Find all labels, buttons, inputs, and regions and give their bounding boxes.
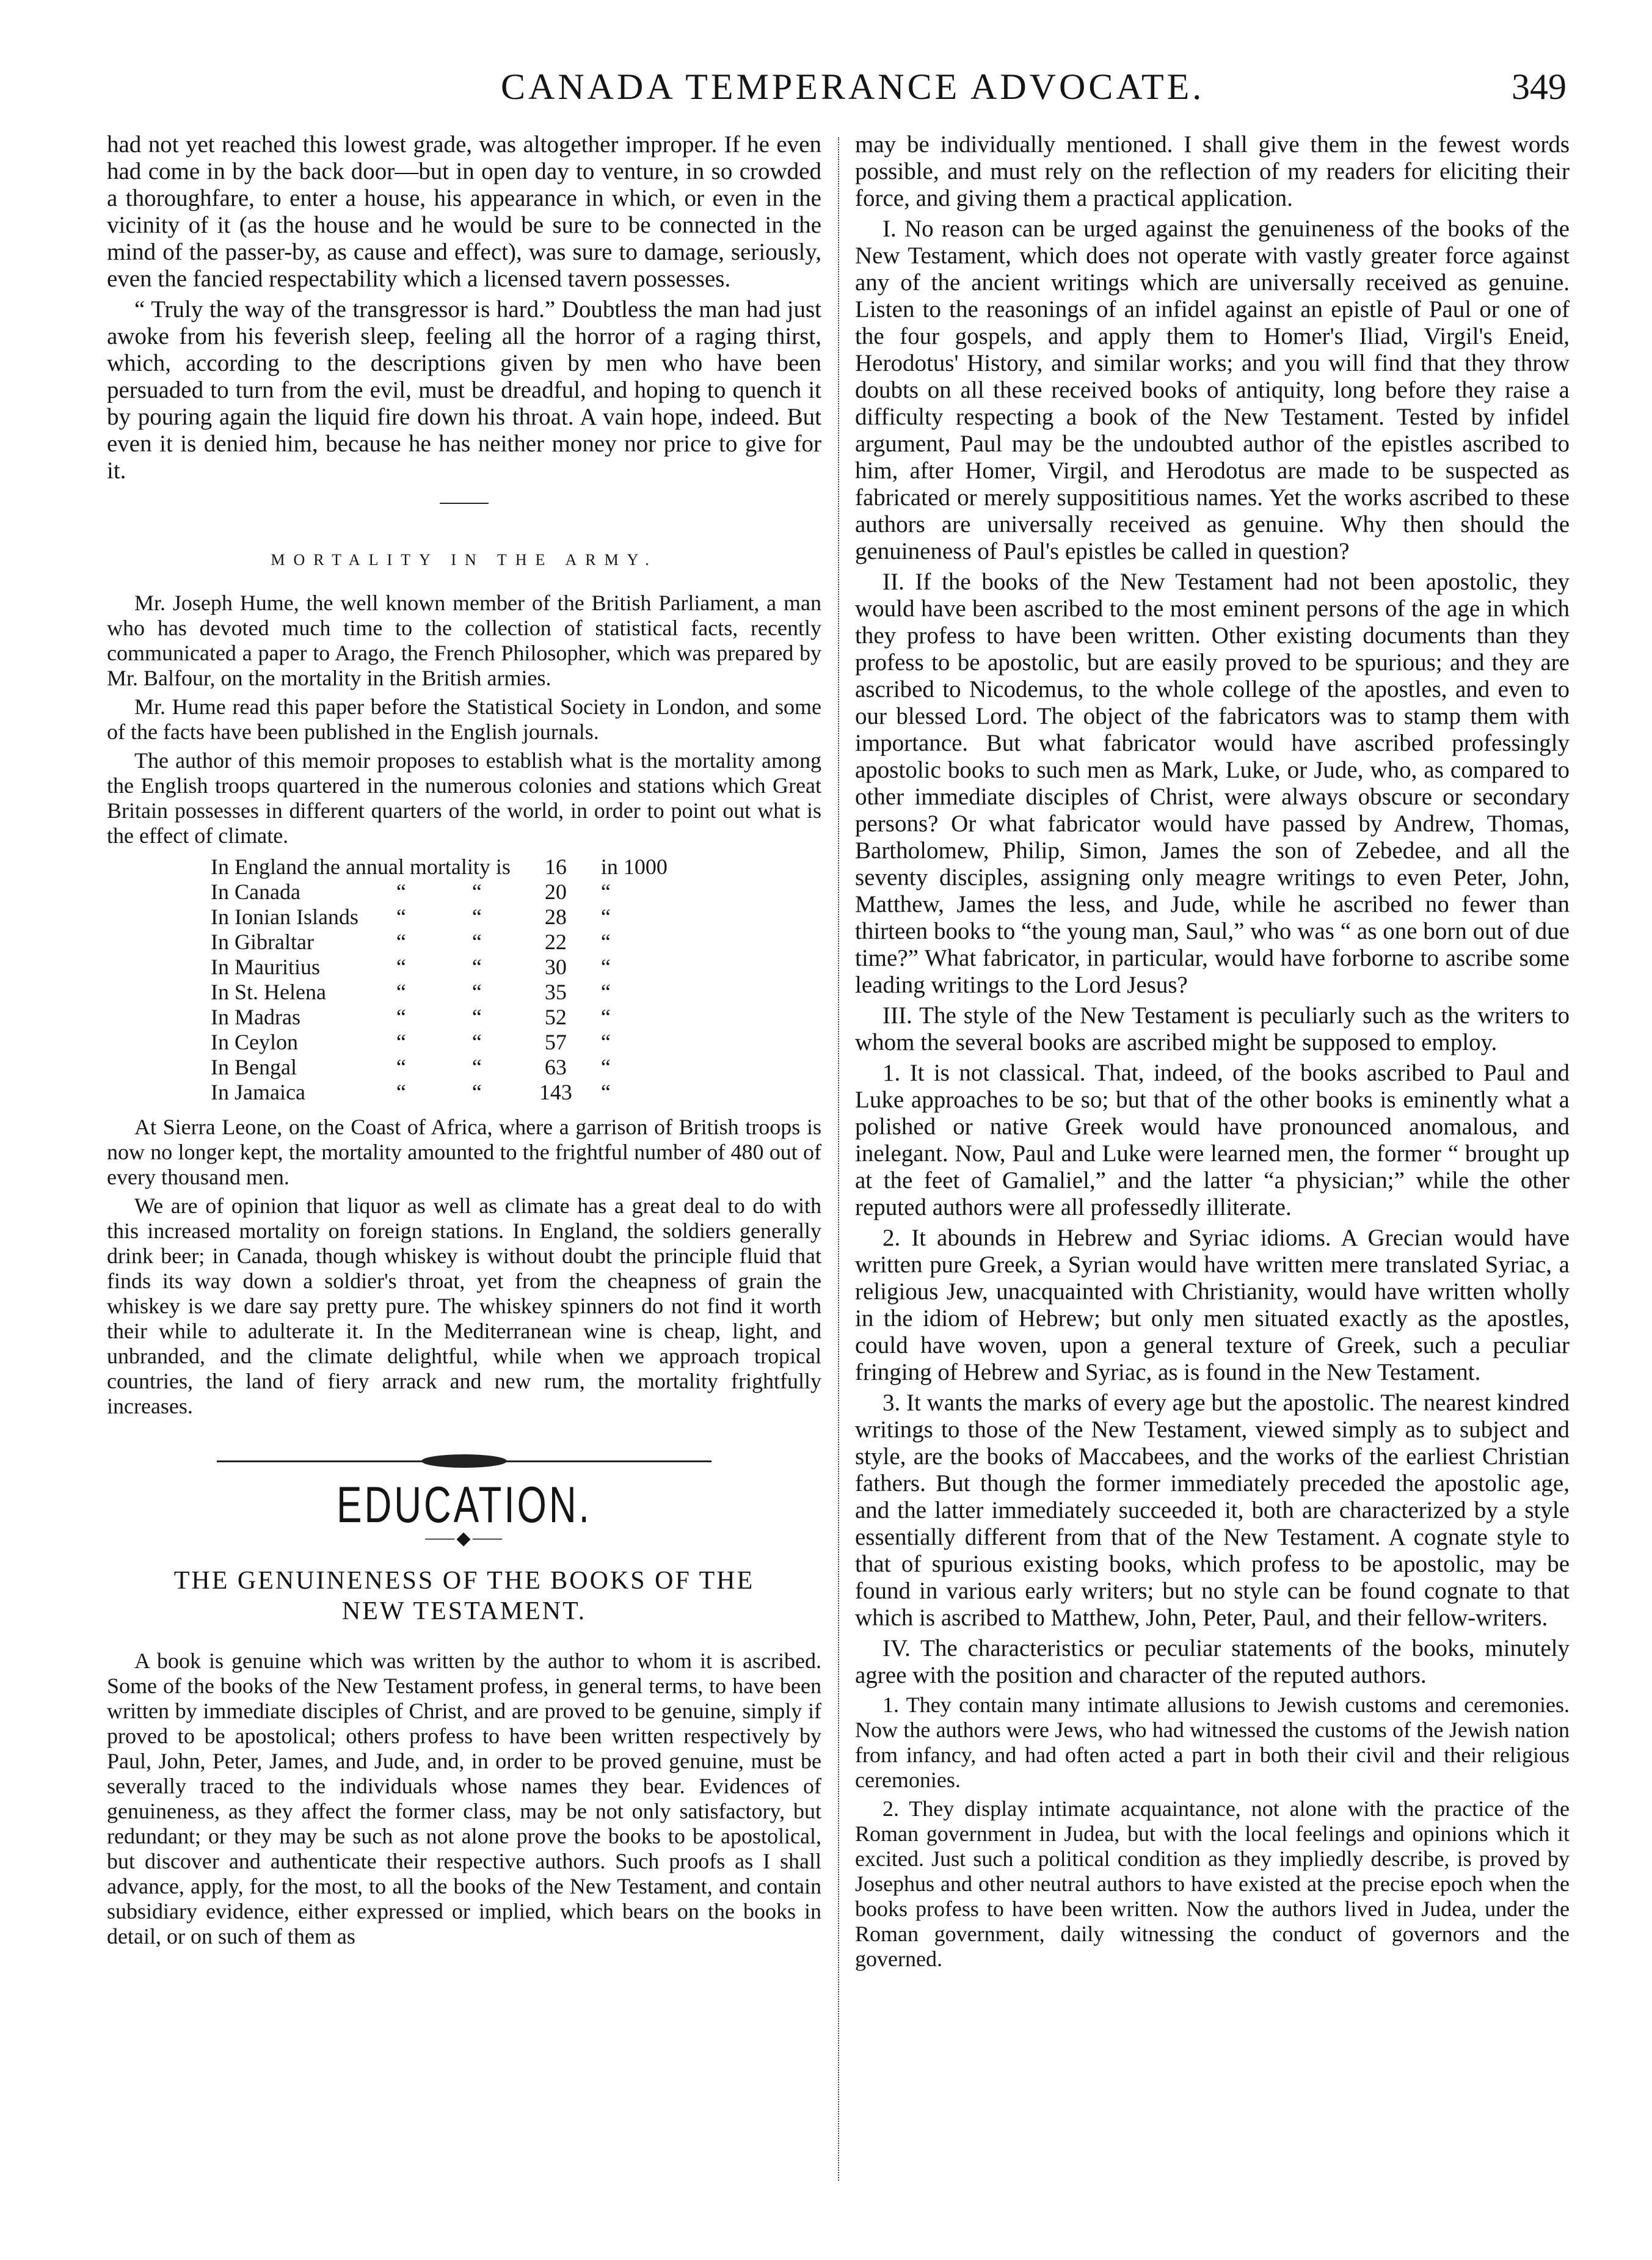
ornament-icon: ⸺◆⸺ <box>424 1528 504 1548</box>
table-cell-unit: “ <box>600 1030 611 1054</box>
table-row <box>211 855 676 880</box>
table-cell-ditto: “ <box>396 930 406 954</box>
table-row <box>211 880 676 905</box>
paragraph: At Sierra Leone, on the Coast of Africa, where a garrison of British troops is now no longer kept, the mortality amounted to the frightful number of 480 out of every thousand men. <box>107 1115 821 1189</box>
table-cell-unit: “ <box>600 1080 611 1104</box>
table-cell-ditto: “ <box>471 1030 482 1054</box>
table-row <box>211 1005 676 1030</box>
page-number: 349 <box>1512 67 1566 107</box>
table-cell-ditto: “ <box>471 905 482 929</box>
page-header <box>0 66 1652 115</box>
table-cell-value: 35 <box>544 980 567 1004</box>
table-cell-unit: “ <box>600 1005 611 1029</box>
table-cell-ditto: “ <box>471 880 482 904</box>
table-cell-place: In Bengal <box>211 1055 297 1079</box>
table-cell-ditto: “ <box>471 955 482 979</box>
paragraph: 3. It wants the marks of every age but the apostolic. The nearest kindred writings to those of the New Testament, viewed simply as to subject and style, are the books of Maccabees, and the works of the earliest Christian fathers. But though the former immediately preceded the apostolic age, and the latter immediately succeeded it, both are characterized by a style essentially different from that of the New Testament. A cognate style to that of spurious existing books, which profess to be apostolic, may be found in various early writers; but no style can be found cognate to that which is ascribed to Matthew, John, Peter, Paul, and their fellow-writers. <box>855 1390 1570 1631</box>
table-cell-unit: “ <box>600 1055 611 1079</box>
table-cell-unit: “ <box>600 955 611 979</box>
table-cell-ditto: “ <box>396 1055 406 1079</box>
table-cell-place: In England the annual mortality is <box>211 855 511 879</box>
table-cell-place: In Jamaica <box>211 1080 305 1104</box>
right-column <box>855 131 1570 1975</box>
paragraph: A book is genuine which was written by the author to whom it is ascribed. Some of the books of the New Testament profess, in general terms, to have been written by immediate disciples of Christ, and are proved to be genuine, simply if proved to be apostolical; others profess to have been written respectively by Paul, John, Peter, James, and Jude, and, in order to be proved genuine, must be severally traced to the individuals whose names they bear. Evidences of genuineness, as they affect the former class, may be not only satisfactory, but redundant; or they may be such as not alone prove the books to be apostolical, but discover and authenticate their respective authors. Such proofs as I shall advance, apply, for the most, to all the books of the New Testament, and contain subsidiary evidence, either expressed or implied, which bears on the books in detail, or on such of them as <box>107 1649 821 1948</box>
paragraph: had not yet reached this lowest grade, was altogether improper. If he even had come in by the back door—but in open day to venture, in so crowded a thoroughfare, to enter a house, his appearance in which, or even in the vicinity of it (as the house and he would be sure to be connected in the mind of the passer-by, as cause and effect), was sure to damage, seriously, even the fancied respectability which a licensed tavern possesses. <box>107 131 821 292</box>
table-cell-place: In Gibraltar <box>211 930 314 954</box>
table-row <box>211 930 676 955</box>
ornamental-divider <box>107 1449 821 1474</box>
table-cell-place: In Canada <box>211 880 300 904</box>
divider <box>440 503 489 504</box>
table-cell-ditto: “ <box>471 1080 482 1104</box>
table-cell-place: In St. Helena <box>211 980 326 1004</box>
table-cell-unit: “ <box>600 930 611 954</box>
paragraph: We are of opinion that liquor as well as climate has a great deal to do with this increased mortality on foreign stations. In England, the soldiers generally drink beer; in Canada, though whiskey is without doubt the principle fluid that finds its way down a soldier's throat, yet from the cheapness of grain the whiskey is we dare say pretty pure. The whiskey spinners do not find it worth their while to adulterate it. In the Mediterranean wine is cheap, light, and unbranded, and the climate delightful, while when we approach tropical countries, the land of fiery arrack and new rum, the mortality frightfully increases. <box>107 1194 821 1418</box>
table-cell-ditto: “ <box>471 1055 482 1079</box>
table-cell-ditto: “ <box>396 905 406 929</box>
table-cell-ditto: “ <box>396 980 406 1004</box>
paragraph: 2. They display intimate acquaintance, not alone with the practice of the Roman government in Judea, but with the local feelings and opinions which it excited. Just such a political condition as they impliedly describe, is proved by Josephus and other neutral authors to have existed at the precise epoch when the books profess to have been written. Now the authors lived in Judea, under the Roman government, daily witnessing the conduct of governors and the governed. <box>855 1796 1570 1971</box>
table-cell-ditto: “ <box>396 880 406 904</box>
left-column <box>107 131 821 1953</box>
table-cell-ditto: “ <box>396 1080 406 1104</box>
section-heading-mortality: MORTALITY IN THE ARMY. <box>271 551 658 569</box>
paragraph: IV. The characteristics or peculiar statements of the books, minutely agree with the position and character of the reputed authors. <box>855 1635 1570 1688</box>
table-cell-ditto: “ <box>471 980 482 1004</box>
table-cell-place: In Ceylon <box>211 1030 298 1054</box>
table-cell-value: 63 <box>544 1055 567 1079</box>
table-cell-unit: “ <box>600 880 611 904</box>
paragraph: II. If the books of the New Testament had not been apostolic, they would have been ascribed to the most eminent persons of the age in which they profess to have been written. Other existing documents than they profess to be apostolic, but are easily proved to be spurious; and they are ascribed to Nicodemus, to the whole college of the apostles, and even to our blessed Lord. The object of the fabricators was to stamp them with importance. But what fabricator would have ascribed professingly apostolic books to such men as Mark, Luke, or Jude, who, as compared to other immediate disciples of Christ, were always obscure or secondary persons? Or what fabricator would have passed by Andrew, Thomas, Bartholomew, Philip, Simon, James the son of Zebedee, and all the seventy disciples, assigning only meagre writings to even Peter, John, Matthew, James the less, and Jude, while he ascribed no fewer than thirteen books to “the young man, Saul,” who was “ as one born out of due time?” What fabricator, in particular, would have forborne to ascribe some leading writings to the Lord Jesus? <box>855 569 1570 998</box>
column-divider <box>838 137 839 2181</box>
table-cell-ditto: “ <box>471 930 482 954</box>
paragraph: “ Truly the way of the transgressor is hard.” Doubtless the man had just awoke from his feverish sleep, feeling all the horror of a raging thirst, which, according to the descriptions given by men who have been persuaded to turn from the evil, must be dreadful, and hoping to quench it by pouring again the liquid fire down his throat. A vain hope, indeed. But even it is denied him, because he has neither money nor price to give for it. <box>107 296 821 484</box>
table-cell-place: In Madras <box>211 1005 300 1029</box>
table-cell-unit: “ <box>600 905 611 929</box>
running-title: CANADA TEMPERANCE ADVOCATE. <box>501 67 1205 107</box>
paragraph: 2. It abounds in Hebrew and Syriac idioms. A Grecian would have written pure Greek, a Syrian would have written mere translated Syriac, a religious Jew, unacquainted with Christianity, would have written wholly in the idiom of Hebrew; but only men situated exactly as the apostles, could have woven, upon a general texture of Greek, such a peculiar fringing of Hebrew and Syriac, as is found in the New Testament. <box>855 1225 1570 1385</box>
paragraph: The author of this memoir proposes to establish what is the mortality among the English troops quartered in the numerous colonies and stations which Great Britain possesses in different quarters of the world, in order to point out what is the effect of climate. <box>107 748 821 848</box>
paragraph: III. The style of the New Testament is peculiarly such as the writers to whom the several books are ascribed might be supposed to employ. <box>855 1002 1570 1055</box>
table-cell-place: In Mauritius <box>211 955 320 979</box>
table-cell-ditto: “ <box>396 955 406 979</box>
paragraph: I. No reason can be urged against the genuineness of the books of the New Testament, which does not operate with vastly greater force against any of the ancient writings which are universally received as genuine. Listen to the reasonings of an infidel against an epistle of Paul or one of the four gospels, and apply them to Homer's Iliad, Virgil's Eneid, Herodotus' History, and similar works; and you will find that they throw doubts on all these received books of antiquity, long before they raise a difficulty respecting a book of the New Testament. Tested by infidel argument, Paul may be the undoubted author of the epistles ascribed to him, after Homer, Virgil, and Herodotus are made to be suspected as fabricated or merely supposititious names. Yet the works ascribed to these authors are universally received as genuine. Why then should the genuineness of Paul's epistles be called in question? <box>855 216 1570 564</box>
table-cell-value: 22 <box>544 930 567 954</box>
table-cell-value: 52 <box>544 1005 567 1029</box>
table-cell-ditto: “ <box>396 1030 406 1054</box>
table-cell-ditto: “ <box>396 1005 406 1029</box>
paragraph: Mr. Joseph Hume, the well known member of the British Parliament, a man who has devoted much time to the collection of statistical facts, recently communicated a paper to Arago, the French Philosopher, which was prepared by Mr. Balfour, on the mortality in the British armies. <box>107 591 821 690</box>
table-cell-value: 30 <box>544 955 567 979</box>
paragraph: may be individually mentioned. I shall give them in the fewest words possible, and must rely on the reflection of my readers for eliciting their force, and giving them a practical application. <box>855 131 1570 211</box>
table-cell-value: 16 <box>544 855 567 879</box>
table-cell-ditto: “ <box>471 1005 482 1029</box>
table-row <box>211 1055 676 1080</box>
paragraph: 1. It is not classical. That, indeed, of the books ascribed to Paul and Luke approaches to be so; but that of the other books is eminently what a polished or native Greek would have pronounced anomalous, and inelegant. Now, Paul and Luke were learned men, the former “ brought up at the feet of Gamaliel,” and the latter “a physician;” while the other reputed authors were all professedly illiterate. <box>855 1060 1570 1220</box>
table-cell-unit: “ <box>600 980 611 1004</box>
table-row <box>211 1080 676 1105</box>
table-cell-unit: in 1000 <box>600 855 668 879</box>
table-row <box>211 1030 676 1055</box>
table-cell-value: 28 <box>544 905 567 929</box>
mortality-table <box>211 855 676 1105</box>
table-row <box>211 955 676 980</box>
table-cell-place: In Ionian Islands <box>211 905 358 929</box>
table-row <box>211 980 676 1005</box>
paragraph: Mr. Hume read this paper before the Statistical Society in London, and some of the facts have been published in the English journals. <box>107 694 821 744</box>
ornament-icon <box>421 1454 507 1468</box>
table-cell-value: 20 <box>544 880 567 904</box>
article-title: THE GENUINENESS OF THE BOOKS OF THE NEW TESTAMENT. <box>173 1567 755 1625</box>
table-cell-value: 143 <box>539 1080 572 1104</box>
table-cell-value: 57 <box>544 1030 567 1054</box>
section-title-education: EDUCATION. <box>337 1476 592 1534</box>
paragraph: 1. They contain many intimate allusions to Jewish customs and ceremonies. Now the authors were Jews, who had witnessed the customs of the Jewish nation from infancy, and had often acted a part in both their civil and their religious ceremonies. <box>855 1693 1570 1792</box>
table-row <box>211 905 676 930</box>
